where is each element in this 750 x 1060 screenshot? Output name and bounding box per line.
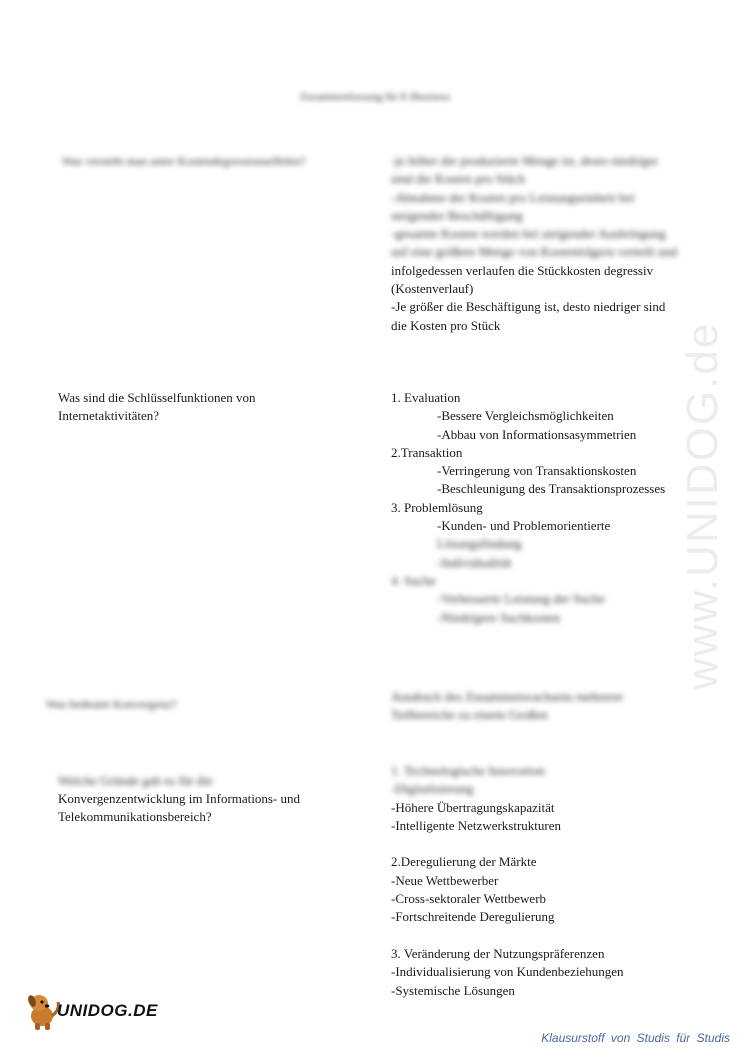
question-line: Internetaktivitäten? (58, 408, 160, 423)
watermark: www.UNIDOG.de (678, 321, 727, 690)
answer-line: steigender Beschäftigung (391, 207, 523, 223)
dog-mascot-icon (22, 988, 62, 1032)
question-line: Konvergenzentwicklung im Informations- und (58, 791, 301, 806)
question-konvergenzgruende (58, 772, 358, 826)
document-title: Zusammenfassung für E-Business (299, 91, 451, 103)
answer-line: 3. Problemlösung (391, 499, 483, 515)
question-line: Welche Gründe gab es für die (58, 773, 213, 788)
logo-text: UNIDOG.DE (57, 1001, 158, 1020)
question-schluesselfunktionen (58, 389, 358, 425)
answer-line: -Neue Wettbewerber (391, 872, 499, 888)
answer-line: -Abnahme der Kosten pro Leistungseinheit bei (391, 189, 635, 205)
answer-line: (Kostenverlauf) (391, 281, 474, 297)
answer-line: -Verbesserte Leistung der Suche (437, 591, 605, 607)
answer-line: -Individualität (437, 554, 512, 570)
answer-line: Teilbereiche zu einem Großen (391, 707, 548, 723)
answer-spacer (391, 927, 711, 945)
question-line: Telekommunikationsbereich? (58, 809, 212, 824)
answer-line: 2.Deregulierung der Märkte (391, 854, 537, 870)
answer-schluesselfunktionen (391, 389, 711, 627)
answer-line: infolgedessen verlaufen die Stückkosten degressiv (391, 262, 654, 278)
answer-line: -je höher die produzierte Menge ist, desto niedriger (391, 153, 659, 168)
answer-spacer (391, 835, 711, 853)
footer-tagline: Klausurstoff von Studis für Studis (541, 1031, 730, 1045)
answer-line: -Kunden- und Problemorientierte (437, 518, 611, 534)
answer-line: Ausdruck des Zusammenwachsens mehrerer (391, 689, 624, 704)
answer-line: -gesamte Kosten werden bei steigender Ausbringung (391, 226, 666, 242)
answer-line: -Niedrigere Suchkosten (437, 609, 561, 625)
answer-line: -Je größer die Beschäftigung ist, desto niedriger sind (391, 299, 666, 315)
answer-line: -Verringerung von Transaktionskosten (437, 463, 637, 479)
answer-line: 1. Evaluation (391, 390, 461, 405)
answer-konvergenzgruende (391, 762, 711, 1000)
answer-line: -Digitalisierung (391, 781, 474, 797)
answer-konvergenz (391, 688, 711, 725)
answer-line: 3. Veränderung der Nutzungspräferenzen (391, 945, 605, 961)
answer-kostendegression (391, 152, 711, 335)
answer-line: -Systemische Lösungen (391, 982, 515, 998)
unidog-logo (22, 988, 162, 1032)
answer-line: Lösungsfindung (437, 536, 522, 552)
answer-line: -Abbau von Informationsasymmetrien (437, 426, 637, 442)
question-line: Was sind die Schlüsselfunktionen von (58, 390, 256, 405)
answer-line: -Fortschreitende Deregulierung (391, 909, 555, 925)
answer-line: auf eine größere Menge von Kostenträgern verteilt und (391, 244, 678, 260)
answer-line: sind die Kosten pro Stück (391, 171, 526, 187)
question-kostendegression: Was versteht man unter Kostendegressionseffekte? (62, 154, 307, 168)
question-konvergenz: Was bedeutet Konvergenz? (46, 697, 177, 711)
answer-line: 1. Technologische Innovation (391, 763, 545, 778)
answer-line: -Cross-sektoraler Wettbewerb (391, 891, 547, 907)
answer-line: 2.Transaktion (391, 444, 463, 460)
answer-line: -Höhere Übertragungskapazität (391, 799, 555, 815)
answer-line: 4. Suche (391, 572, 436, 588)
answer-line: -Intelligente Netzwerkstrukturen (391, 817, 562, 833)
answer-line: -Bessere Vergleichsmöglichkeiten (437, 408, 614, 424)
answer-line: -Beschleunigung des Transaktionsprozesses (437, 481, 666, 497)
answer-line: die Kosten pro Stück (391, 317, 501, 333)
answer-line: -Individualisierung von Kundenbeziehungen (391, 964, 624, 980)
